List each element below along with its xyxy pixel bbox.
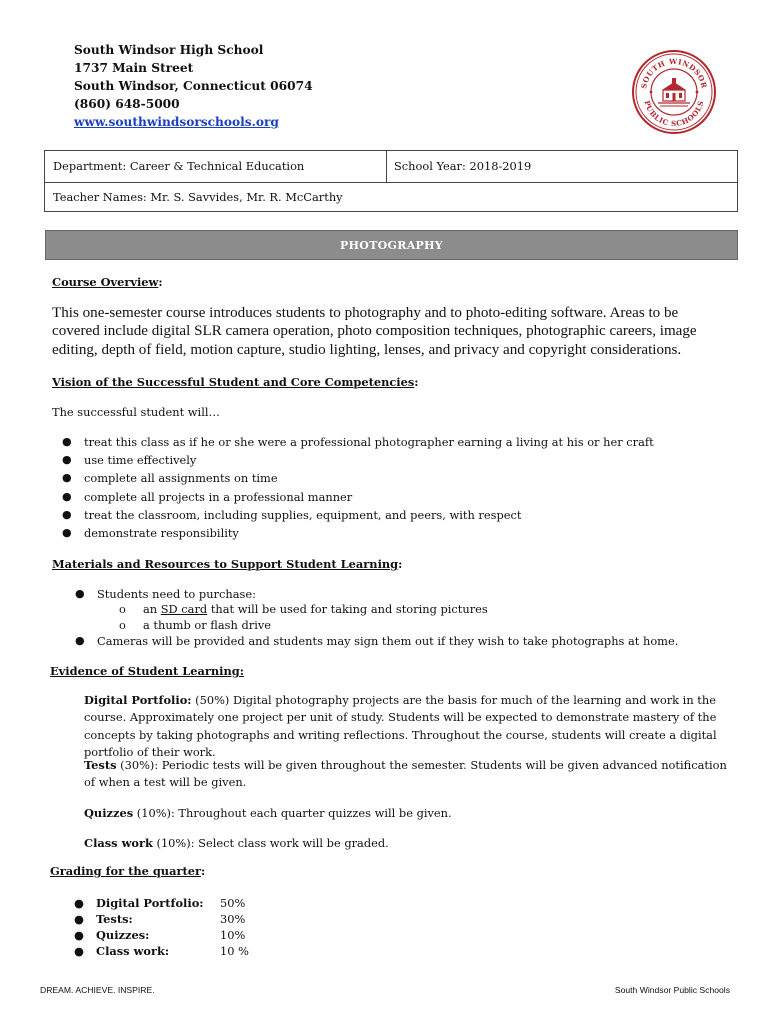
school-name: South Windsor High School	[74, 43, 264, 57]
list-item: ● complete all projects in a professional manner	[62, 489, 353, 504]
school-seal-logo	[632, 50, 716, 134]
grading-label-tests: Tests:	[96, 912, 133, 926]
school-year-cell: School Year: 2018-2019	[394, 159, 532, 173]
school-phone: (860) 648-5000	[74, 97, 180, 111]
course-info-table	[44, 150, 738, 212]
grading-label-class-work: Class work:	[96, 944, 170, 958]
list-item: ● treat this class as if he or she were a professional photographer earning a living at his or her craft	[62, 435, 654, 449]
svg-text:SOUTH WINDSOR: SOUTH WINDSOR	[639, 56, 709, 90]
footer-district: South Windsor Public Schools	[614, 985, 730, 995]
list-item: ● demonstrate responsibility	[62, 525, 239, 540]
grading-heading: Grading for the quarter:	[50, 864, 206, 878]
evidence-digital-portfolio: Digital Portfolio: (50%) Digital photography projects are the basis for much of the learning and work in the course. Approximately one project per unit of study. Students will be expected to demonstrate mastery of the concepts by taking photographs and writing reflections. Throughout the course, students will create a digital portfolio of their work.	[84, 693, 717, 759]
materials-sub-item-sd-card: an SD card that will be used for taking and storing pictures	[143, 602, 488, 616]
department-cell: Department: Career & Technical Education	[53, 159, 305, 173]
vision-list	[62, 433, 654, 542]
list-item: ● use time effectively	[62, 453, 197, 468]
vision-intro: The successful student will…	[52, 405, 220, 419]
info-row-department	[45, 151, 737, 183]
grading-label-portfolio: Digital Portfolio:	[96, 896, 204, 910]
list-item: ● Cameras will be provided and students may sign them out if they wish to take photographs at home.	[75, 634, 679, 648]
evidence-class-work: Class work (10%): Select class work will be graded.	[84, 836, 389, 850]
footer-motto: DREAM. ACHIEVE. INSPIRE.	[40, 985, 155, 995]
materials-list	[75, 586, 256, 602]
evidence-quizzes: Quizzes (10%): Throughout each quarter quizzes will be given.	[84, 806, 452, 820]
course-overview-heading: Course Overview:	[52, 275, 163, 289]
bullet-icon: ●	[74, 896, 84, 910]
evidence-tests: Tests (30%): Periodic tests will be given throughout the semester. Students will be given advanced notification of when a test will be given.	[84, 758, 727, 790]
sub-bullet-marker: o	[119, 618, 126, 632]
grading-label-quizzes: Quizzes:	[96, 928, 150, 942]
bullet-icon: ●	[74, 928, 84, 942]
list-item: ● Students need to purchase:	[75, 587, 256, 601]
course-title-banner: PHOTOGRAPHY	[45, 230, 738, 260]
materials-sub-item-flash-drive: a thumb or flash drive	[143, 618, 272, 632]
school-website-link[interactable]: www.southwindsorschools.org	[74, 115, 279, 129]
sub-bullet-marker: o	[119, 602, 126, 616]
course-overview-text: This one-semester course introduces students to photography and to photo-editing software. Areas to be covered include digital SLR camera operation, photo composition techniques, photographic careers, image editing, depth of field, motion capture, studio lighting, lenses, and privacy and copyright considerations.	[52, 305, 697, 358]
bullet-icon: ●	[74, 944, 84, 958]
grading-value-tests: 30%	[220, 912, 246, 926]
school-city: South Windsor, Connecticut 06074	[74, 79, 313, 93]
school-street: 1737 Main Street	[74, 61, 194, 75]
teacher-names-cell: Teacher Names: Mr. S. Savvides, Mr. R. McCarthy	[53, 190, 343, 204]
grading-value-quizzes: 10%	[220, 928, 246, 942]
svg-text:PUBLIC SCHOOLS: PUBLIC SCHOOLS	[642, 99, 706, 129]
materials-list-2	[75, 633, 679, 649]
list-item: ● treat the classroom, including supplies, equipment, and peers, with respect	[62, 507, 522, 522]
grading-value-portfolio: 50%	[220, 896, 246, 910]
materials-heading: Materials and Resources to Support Student Learning:	[52, 557, 403, 571]
vision-heading: Vision of the Successful Student and Core Competencies:	[52, 375, 419, 389]
list-item: ● complete all assignments on time	[62, 471, 278, 486]
evidence-heading: Evidence of Student Learning:	[50, 664, 244, 678]
bullet-icon: ●	[74, 912, 84, 926]
grading-value-class-work: 10 %	[220, 944, 249, 958]
